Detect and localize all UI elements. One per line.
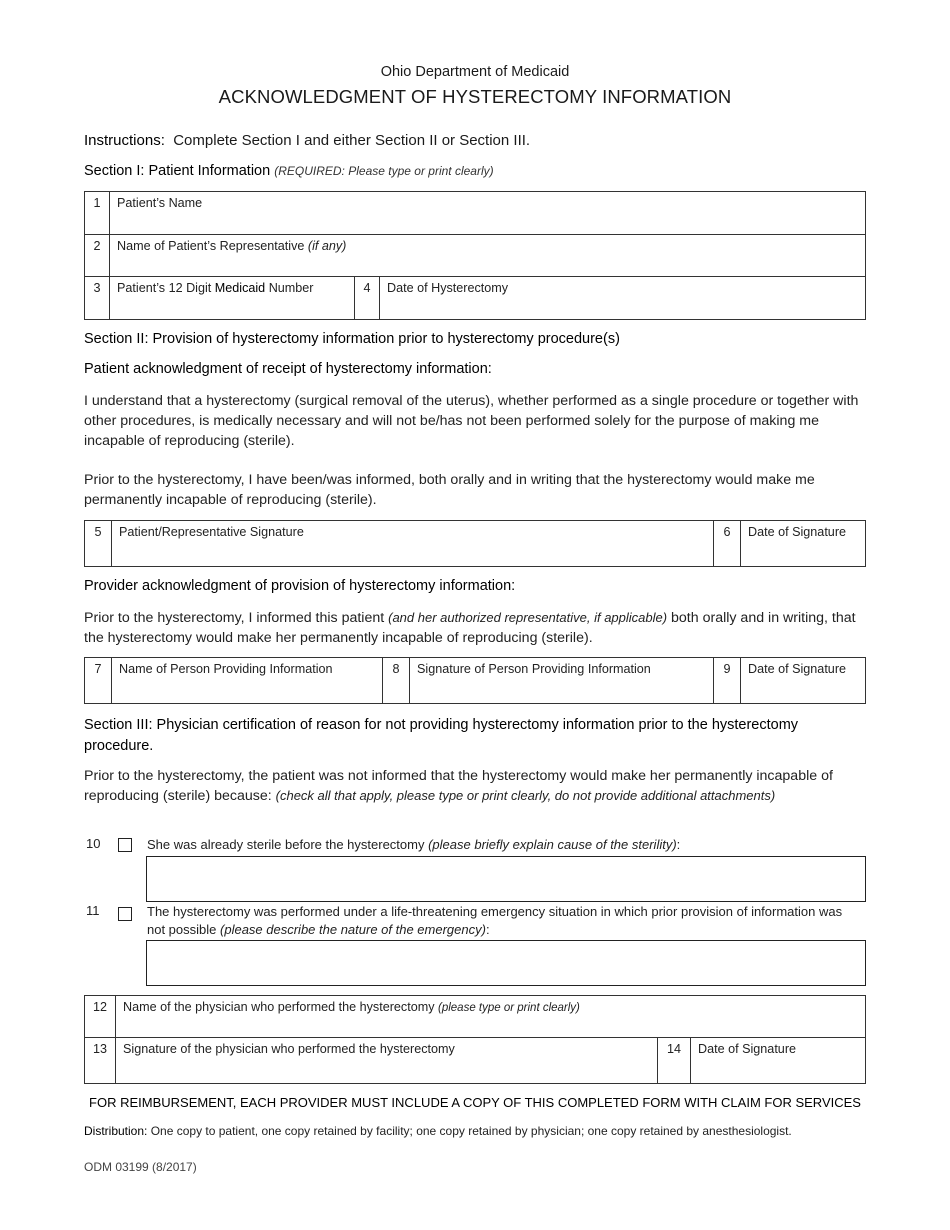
option-note: (please briefly explain cause of the sterility): [428, 837, 677, 852]
field-number: 12: [85, 996, 116, 1038]
provider-ack-paragraph: [84, 608, 864, 648]
patient-ack-paragraph-1: I understand that a hysterectomy (surgical removal of the uterus), whether performed as a single procedure or together with other procedures, is medically necessary and will not be/has not been performed solely for the purpose of making me incapable of reproducing (sterile).: [84, 393, 859, 449]
field-label: Date of Hysterectomy: [387, 281, 509, 295]
emergency-label: [147, 903, 847, 939]
instructions: [84, 132, 530, 149]
patient-signature-date-field[interactable]: [741, 521, 866, 567]
provider-signature-date-field[interactable]: [741, 658, 866, 704]
field-number: 1: [85, 192, 110, 235]
patient-info-table: [84, 191, 866, 320]
physician-signature-field[interactable]: [116, 1038, 658, 1084]
field-label: Name of Patient’s Representative: [117, 239, 305, 253]
already-sterile-checkbox[interactable]: [118, 838, 132, 852]
field-label: Name of Person Providing Information: [119, 662, 333, 676]
paragraph-note: (and her authorized representative, if applicable): [388, 610, 668, 625]
section2-heading: Section II: Provision of hysterectomy information prior to hysterectomy procedure(s): [84, 331, 620, 347]
provider-signature-field[interactable]: [410, 658, 714, 704]
field-label: Signature of the physician who performed the hysterectomy: [123, 1042, 455, 1056]
physician-signature-date-field[interactable]: [691, 1038, 866, 1084]
hysterectomy-date-field[interactable]: [380, 277, 866, 320]
field-label: Patient’s Name: [117, 196, 203, 210]
representative-name-field[interactable]: [110, 235, 866, 277]
section3-paragraph: [84, 766, 864, 806]
provider-signature-table: [84, 657, 866, 704]
paragraph-text: both orally and in writing, that the hysterectomy would make her permanently incapable of reproducing (sterile).: [84, 610, 856, 646]
option-note: (please describe the nature of the emergency): [220, 922, 486, 937]
agency-name: Ohio Department of Medicaid: [380, 64, 570, 80]
field-number: 7: [85, 658, 112, 704]
field-note: (please type or print clearly): [438, 1002, 580, 1014]
field-number: 3: [85, 277, 110, 320]
field-label: Date of Signature: [748, 525, 847, 539]
form-number: ODM 03199 (8/2017): [84, 1160, 197, 1174]
paragraph-note: (check all that apply, please type or print clearly, do not provide additional attachments): [275, 788, 776, 803]
option-number: 10: [86, 836, 101, 851]
field-number: 6: [714, 521, 741, 567]
field-number: 9: [714, 658, 741, 704]
field-number: 14: [658, 1038, 691, 1084]
option-suffix: :: [676, 837, 681, 852]
field-label: Name of the physician who performed the hysterectomy: [123, 1000, 435, 1014]
medicaid-number-field[interactable]: [110, 277, 355, 320]
field-note: (if any): [307, 239, 347, 253]
patient-ack-paragraph-2: Prior to the hysterectomy, I have been/was informed, both orally and in writing that the hysterectomy would make me permanently incapable of reproducing (sterile).: [84, 472, 815, 508]
field-label: Date of Signature: [698, 1042, 797, 1056]
field-label: Number: [268, 281, 314, 295]
form-title: ACKNOWLEDGMENT OF HYSTERECTOMY INFORMATION: [218, 86, 732, 107]
physician-table: [84, 995, 866, 1084]
section1-title: Section I: Patient Information: [84, 163, 271, 179]
paragraph-text: Prior to the hysterectomy, the patient was not informed that the hysterectomy would make her permanently incapable of reproducing (sterile) because:: [84, 768, 833, 804]
field-label: Signature of Person Providing Information: [417, 662, 651, 676]
sterility-explanation-input[interactable]: [146, 856, 866, 902]
physician-name-field[interactable]: [116, 996, 866, 1038]
field-label: Date of Signature: [748, 662, 847, 676]
field-number: 5: [85, 521, 112, 567]
reimbursement-notice: FOR REIMBURSEMENT, EACH PROVIDER MUST INCLUDE A COPY OF THIS COMPLETED FORM WITH CLAIM FOR SERVICES: [89, 1095, 861, 1110]
patient-signature-table: [84, 520, 866, 567]
field-label: Patient/Representative Signature: [119, 525, 304, 539]
provider-name-field[interactable]: [112, 658, 383, 704]
section1-note: (REQUIRED: Please type or print clearly): [274, 164, 494, 178]
field-label-emphasis: Medicaid: [214, 281, 266, 295]
instructions-text: Complete Section I and either Section II or Section III.: [173, 132, 531, 149]
option-text: The hysterectomy was performed under a life-threatening emergency situation in which prior provision of information was not possible: [147, 904, 843, 937]
paragraph-text: Prior to the hysterectomy, I informed this patient: [84, 610, 385, 626]
field-number: 13: [85, 1038, 116, 1084]
patient-name-field[interactable]: [110, 192, 866, 235]
patient-ack-heading: Patient acknowledgment of receipt of hysterectomy information:: [84, 361, 492, 377]
section1-heading: [84, 163, 494, 179]
distribution-note: [84, 1124, 792, 1138]
distribution-text: One copy to patient, one copy retained by facility; one copy retained by physician; one copy retained by anesthesiologist.: [150, 1124, 792, 1138]
field-label: Patient’s 12 Digit: [117, 281, 212, 295]
already-sterile-label: [147, 836, 847, 854]
field-number: 2: [85, 235, 110, 277]
section3-heading: Section III: Physician certification of reason for not providing hysterectomy information prior to the hysterectomy procedure.: [84, 717, 799, 754]
field-number: 4: [355, 277, 380, 320]
emergency-description-input[interactable]: [146, 940, 866, 986]
provider-ack-heading: Provider acknowledgment of provision of hysterectomy information:: [84, 578, 516, 594]
field-number: 8: [383, 658, 410, 704]
distribution-label: Distribution:: [84, 1124, 148, 1138]
option-suffix: :: [485, 922, 490, 937]
option-number: 11: [86, 903, 100, 918]
emergency-checkbox[interactable]: [118, 907, 132, 921]
instructions-label: Instructions:: [84, 132, 165, 149]
patient-signature-field[interactable]: [112, 521, 714, 567]
option-text: She was already sterile before the hysterectomy: [147, 837, 425, 852]
